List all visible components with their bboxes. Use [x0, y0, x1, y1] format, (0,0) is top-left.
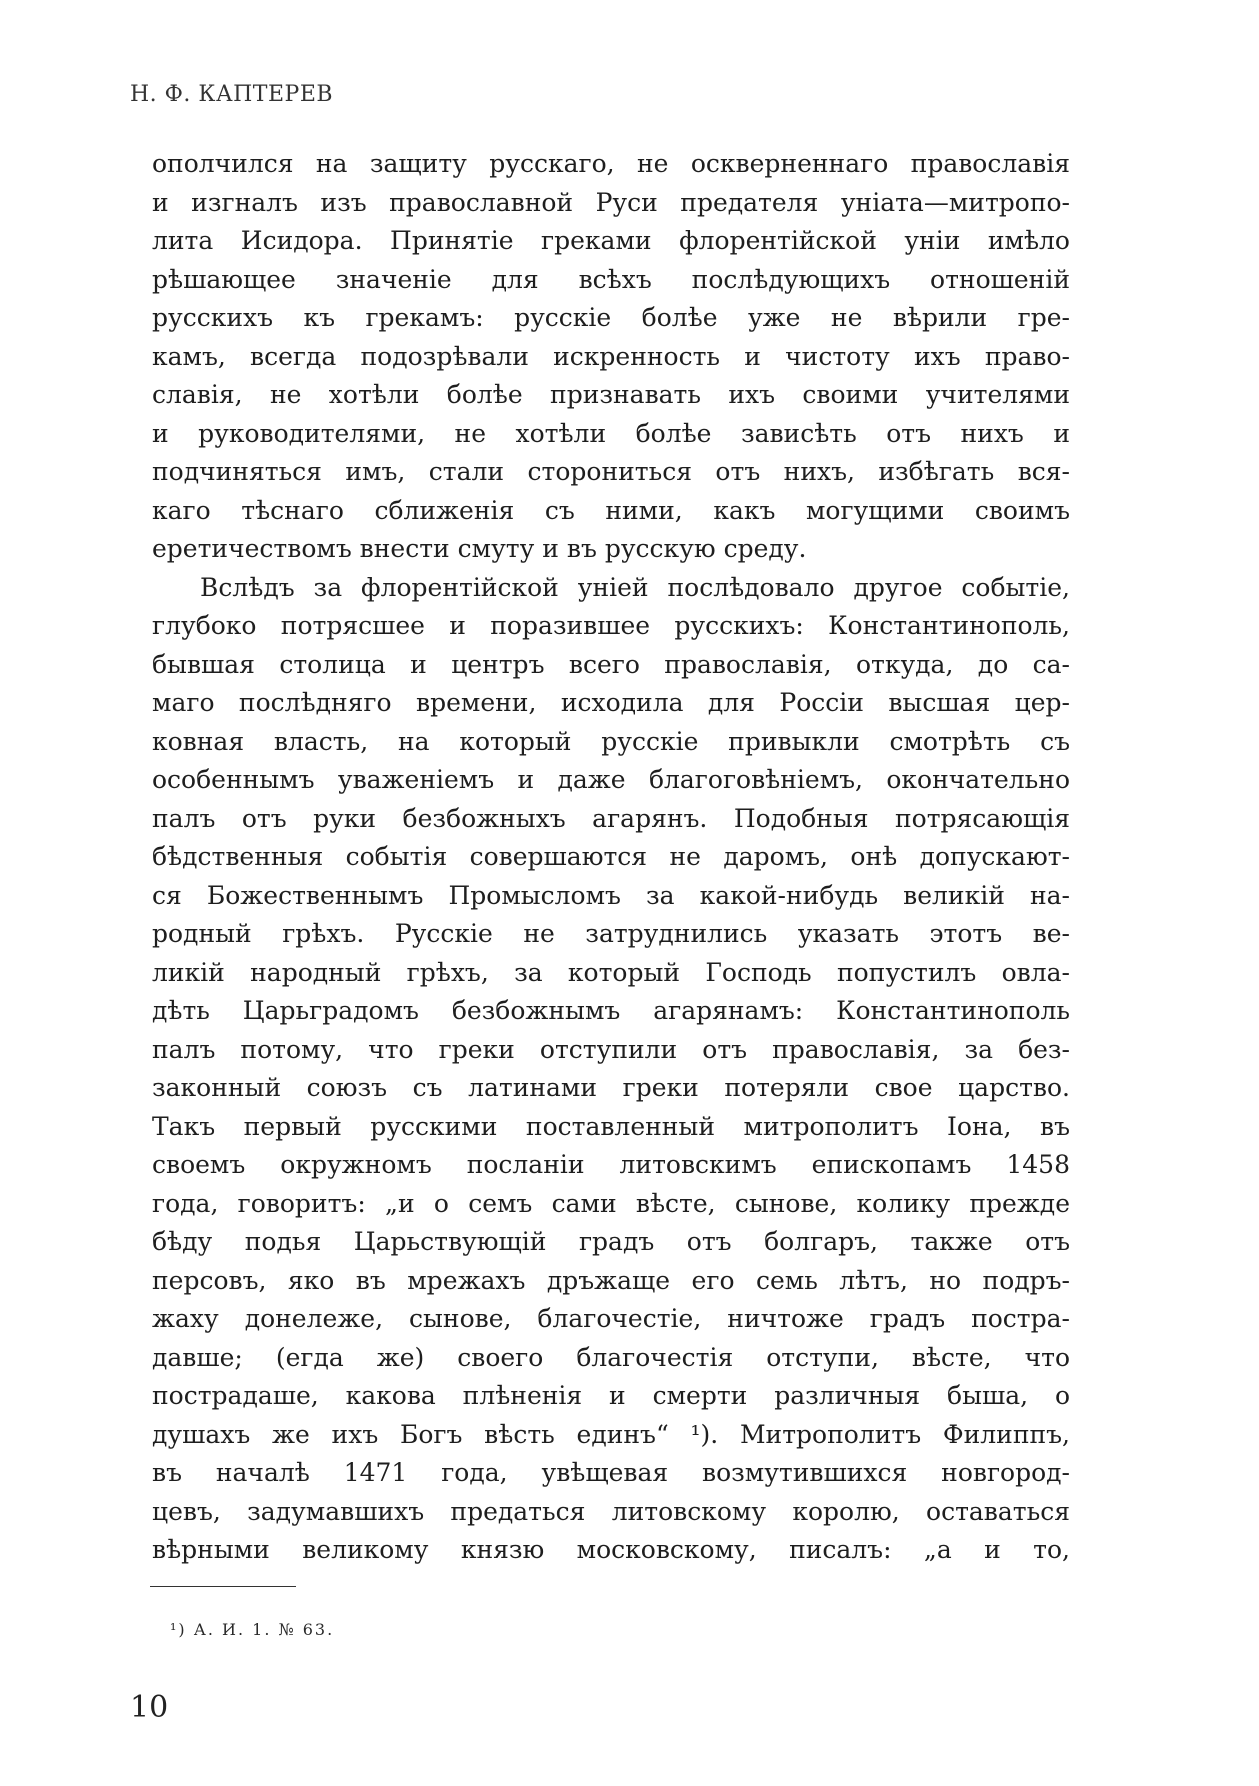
text-line: родный грѣхъ. Русскіе не затруднились указать этотъ ве- [152, 919, 1070, 948]
text-line: каго тѣснаго сближенія съ ними, какъ могущими своимъ [152, 495, 1070, 525]
text-line: бѣду подья Царьствующій градъ отъ болгаръ, также отъ [152, 1227, 1070, 1256]
page-number: 10 [130, 1690, 169, 1725]
paragraph-1 [152, 145, 1070, 569]
text-line: славія, не хотѣли болѣе признавать ихъ своими учителями [152, 380, 1070, 409]
text-line: Вслѣдъ за флорентійской уніей послѣдовало другое событіе, [200, 572, 1070, 602]
text-line: ковная власть, на который русскіе привыкли смотрѣть съ [152, 726, 1070, 756]
running-head: Н. Ф. КАПТЕРЕВ [130, 82, 334, 107]
text-line: бывшая столица и центръ всего православія, откуда, до са- [152, 649, 1070, 679]
text-line: ся Божественнымъ Промысломъ за какой-нибудь великій на- [152, 880, 1070, 910]
text-line: цевъ, задумавшихъ предаться литовскому королю, оставаться [152, 1496, 1070, 1526]
text-line: лита Исидора. Принятіе греками флорентійской уніи имѣло [152, 226, 1070, 255]
paragraph-2 [152, 569, 1070, 1570]
text-line: дѣть Царьградомъ безбожнымъ агарянамъ: Константинополь [152, 996, 1070, 1025]
text-line: палъ отъ руки безбожныхъ агарянъ. Подобныя потрясающія [152, 803, 1070, 833]
text-line: и руководителями, не хотѣли болѣе зависѣть отъ нихъ и [152, 418, 1070, 448]
text-line: ликій народный грѣхъ, за который Господь попустилъ овла- [152, 957, 1070, 987]
text-line: подчиняться имъ, стали сторониться отъ нихъ, избѣгать вся- [152, 457, 1070, 486]
text-line: рѣшающее значеніе для всѣхъ послѣдующихъ отношеній [152, 264, 1070, 294]
text-line: камъ, всегда подозрѣвали искренность и чистоту ихъ право- [152, 341, 1070, 371]
body-text [152, 145, 1070, 1570]
text-line: года, говоритъ: „и о семъ сами вѣсте, сынове, колику прежде [152, 1188, 1070, 1218]
text-line: еретичествомъ внести смуту и въ русскую среду. [152, 534, 807, 563]
text-line: палъ потому, что греки отступили отъ православія, за без- [152, 1034, 1070, 1064]
text-line: ополчился на защиту русскаго, не оскверненнаго православія [152, 149, 1070, 178]
text-line: душахъ же ихъ Богъ вѣсть единъ“ ¹). Митрополитъ Филиппъ, [152, 1419, 1070, 1449]
text-line: своемъ окружномъ посланіи литовскимъ епископамъ 1458 [152, 1150, 1070, 1179]
text-line: пострадаше, какова плѣненія и смерти различныя быша, о [152, 1381, 1070, 1410]
text-line: и изгналъ изъ православной Руси предателя уніата—митропо- [152, 187, 1070, 217]
text-line: глубоко потрясшее и поразившее русскихъ: Константинополь, [152, 611, 1070, 640]
footnote: ¹) А. И. 1. № 63. [170, 1620, 335, 1639]
text-line: давше; (егда же) своего благочестія отступи, вѣсте, что [152, 1342, 1070, 1372]
text-line: Такъ первый русскими поставленный митрополитъ Іона, въ [152, 1111, 1070, 1141]
text-line: маго послѣдняго времени, исходила для Россіи высшая цер- [152, 688, 1070, 717]
footnote-rule [150, 1586, 296, 1587]
text-line: русскихъ къ грекамъ: русскіе болѣе уже не вѣрили гре- [152, 303, 1070, 332]
text-line: въ началѣ 1471 года, увѣщевая возмутившихся новгород- [152, 1458, 1070, 1487]
text-line: бѣдственныя событія совершаются не даромъ, онѣ допускают- [152, 842, 1070, 871]
text-line: персовъ, яко въ мрежахъ дръжаще его семь лѣтъ, но подръ- [152, 1265, 1070, 1295]
text-line: особеннымъ уваженіемъ и даже благоговѣніемъ, окончательно [152, 765, 1070, 794]
text-line: жаху донележе, сынове, благочестіе, ничтоже градъ пострa- [152, 1304, 1070, 1333]
text-line: законный союзъ съ латинами греки потеряли свое царство. [152, 1073, 1070, 1102]
text-line: вѣрными великому князю московскому, писалъ: „а и то, [152, 1535, 1070, 1564]
